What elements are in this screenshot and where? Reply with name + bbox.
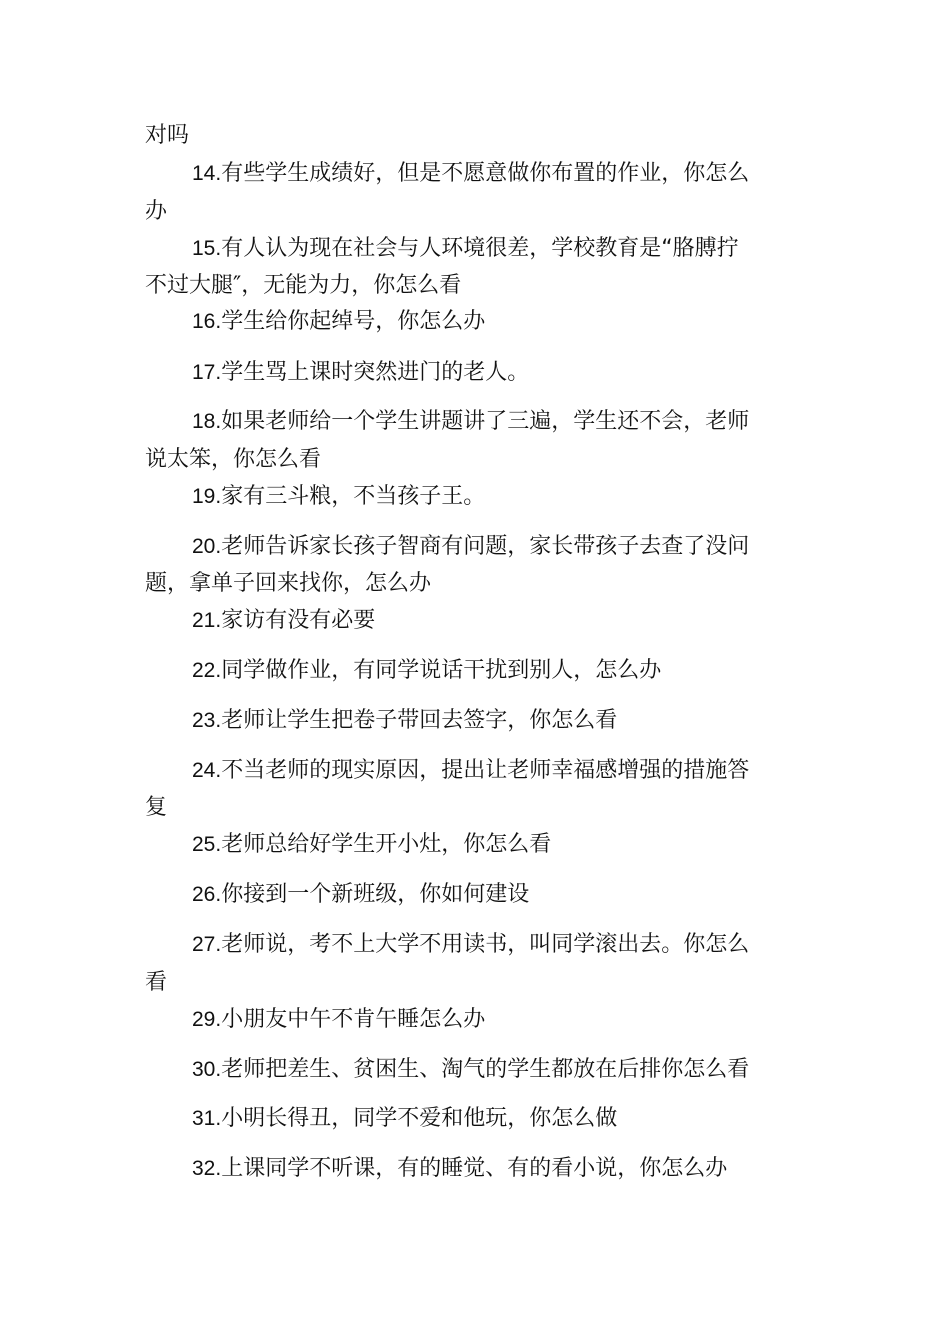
item-number: 15. [192, 237, 222, 260]
item-text: 老师总给好学生开小灶，你怎么看 [221, 832, 552, 857]
list-item-20 [192, 528, 862, 566]
item-number: 18. [192, 410, 222, 433]
list-item-15-continuation: 不过大腿″，无能为力，你怎么看 [145, 273, 462, 298]
list-item-18-continuation: 说太笨，你怎么看 [145, 447, 322, 472]
list-item-27 [192, 926, 862, 964]
list-item-32 [192, 1150, 862, 1188]
item-text: 老师说，考不上大学不用读书，叫同学滚出去。你怎么 [221, 932, 750, 957]
item-text: 有些学生成绩好，但是不愿意做你布置的作业，你怎么 [221, 161, 750, 186]
item-number: 31. [192, 1107, 222, 1130]
item-number: 20. [192, 535, 222, 558]
item-text: 学生给你起绰号，你怎么办 [221, 309, 486, 334]
list-item-14-continuation: 办 [145, 199, 168, 224]
list-item-26 [192, 876, 862, 914]
item-number: 25. [192, 833, 222, 856]
item-text: 有人认为现在社会与人环境很差，学校教育是“胳膊拧 [221, 236, 739, 261]
list-item-21 [192, 602, 862, 640]
item-text: 家访有没有必要 [221, 608, 376, 633]
item-text: 小朋友中午不肯午睡怎么办 [221, 1007, 486, 1032]
item-number: 30. [192, 1058, 222, 1081]
list-item-22 [192, 652, 862, 690]
item-text: 老师告诉家长孩子智商有问题，家长带孩子去查了没问 [221, 534, 750, 559]
list-item-19 [192, 478, 862, 516]
item-number: 19. [192, 485, 222, 508]
item-number: 32. [192, 1157, 222, 1180]
item-text: 你接到一个新班级，你如何建设 [221, 882, 530, 907]
item-number: 26. [192, 883, 222, 906]
list-item-18 [192, 403, 862, 441]
item-number: 24. [192, 759, 222, 782]
item-text: 小明长得丑，同学不爱和他玩，你怎么做 [221, 1106, 618, 1131]
list-item-23 [192, 702, 862, 740]
list-item-20-continuation: 题，拿单子回来找你，怎么办 [145, 571, 432, 596]
item-text: 如果老师给一个学生讲题讲了三遍，学生还不会，老师 [221, 409, 750, 434]
item-number: 21. [192, 609, 222, 632]
list-item-30 [192, 1051, 862, 1089]
continuation-line: 对吗 [145, 123, 190, 148]
list-item-14 [192, 155, 862, 193]
list-item-17 [192, 354, 862, 392]
item-text: 老师让学生把卷子带回去签字，你怎么看 [221, 708, 618, 733]
item-text: 不当老师的现实原因，提出让老师幸福感增强的措施答 [221, 758, 750, 783]
item-text: 家有三斗粮，不当孩子王。 [221, 484, 486, 509]
item-number: 22. [192, 659, 222, 682]
item-number: 27. [192, 933, 222, 956]
item-number: 14. [192, 162, 222, 185]
item-number: 17. [192, 361, 222, 384]
list-item-27-continuation: 看 [145, 970, 168, 995]
item-number: 16. [192, 310, 222, 333]
item-text: 老师把差生、贫困生、淘气的学生都放在后排你怎么看 [221, 1057, 750, 1082]
item-text: 同学做作业，有同学说话干扰到别人，怎么办 [221, 658, 662, 683]
item-number: 23. [192, 709, 222, 732]
list-item-31 [192, 1100, 862, 1138]
item-text: 学生骂上课时突然进门的老人。 [221, 360, 530, 385]
item-number: 29. [192, 1008, 222, 1031]
item-text: 上课同学不听课，有的睡觉、有的看小说，你怎么办 [221, 1156, 728, 1181]
list-item-16 [192, 303, 862, 341]
list-item-24-continuation: 复 [145, 795, 168, 820]
list-item-24 [192, 752, 862, 790]
list-item-29 [192, 1001, 862, 1039]
list-item-25 [192, 826, 862, 864]
list-item-15 [192, 230, 862, 268]
